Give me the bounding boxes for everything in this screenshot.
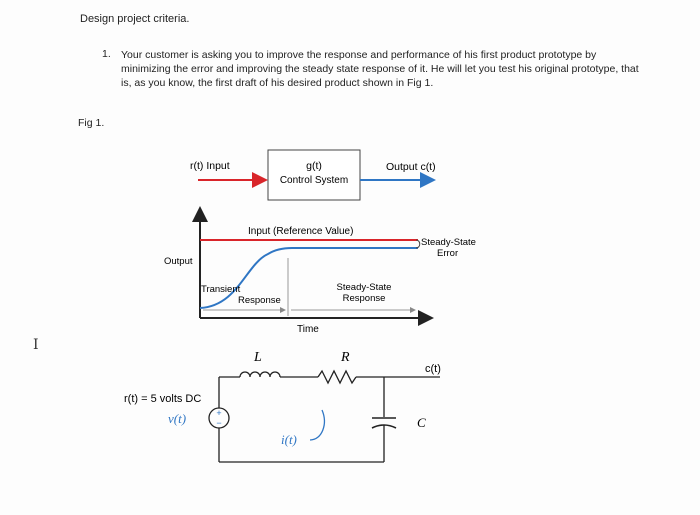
- steady-state-label-1: Steady-State: [336, 282, 392, 293]
- current-loop-arrow: [310, 410, 324, 440]
- document-heading: Design project criteria.: [80, 13, 190, 25]
- steady-state-label-2: Response: [342, 293, 386, 304]
- error-label-1: Steady-State: [421, 237, 476, 248]
- block-title: g(t): [306, 160, 322, 172]
- transient-label: Transient: [201, 284, 241, 295]
- circuit-output-label: c(t): [425, 363, 441, 375]
- input-label: r(t) Input: [190, 160, 230, 172]
- x-axis-label: Time: [297, 324, 319, 335]
- reference-label: Input (Reference Value): [248, 226, 354, 237]
- list-item-text: Your customer is asking you to improve the response and performance of his first product prototype by minimizing the error and improving the steady state response of it. He will let you test his original prototype, that is, as you know, the first draft of his desired product shown in Fig 1.: [121, 49, 639, 89]
- output-label: Output c(t): [386, 161, 436, 173]
- y-axis-label: Output: [164, 256, 193, 267]
- inductor: [240, 372, 280, 377]
- resistor: [318, 371, 356, 383]
- plus-sign: +: [216, 408, 222, 418]
- current-label: i(t): [281, 432, 297, 447]
- minus-sign: −: [216, 418, 222, 428]
- source-symbol-label: v(t): [168, 411, 187, 426]
- error-bracket: [416, 240, 420, 248]
- resistor-label: R: [341, 350, 350, 365]
- response-plot: [164, 208, 476, 335]
- block-subtitle: Control System: [279, 175, 349, 186]
- response-label: Response: [238, 295, 281, 306]
- source-value-label: r(t) = 5 volts DC: [124, 393, 202, 405]
- inductor-label: L: [254, 350, 262, 365]
- rlc-circuit: [209, 371, 440, 462]
- text-cursor-icon: I: [33, 337, 39, 353]
- capacitor-label: C: [417, 415, 426, 430]
- figure-label: Fig 1.: [78, 117, 105, 129]
- error-label-2: Error: [437, 248, 459, 259]
- list-item-number: 1.: [102, 48, 111, 60]
- circuit-labels: [124, 350, 441, 447]
- block-diagram: [190, 150, 436, 200]
